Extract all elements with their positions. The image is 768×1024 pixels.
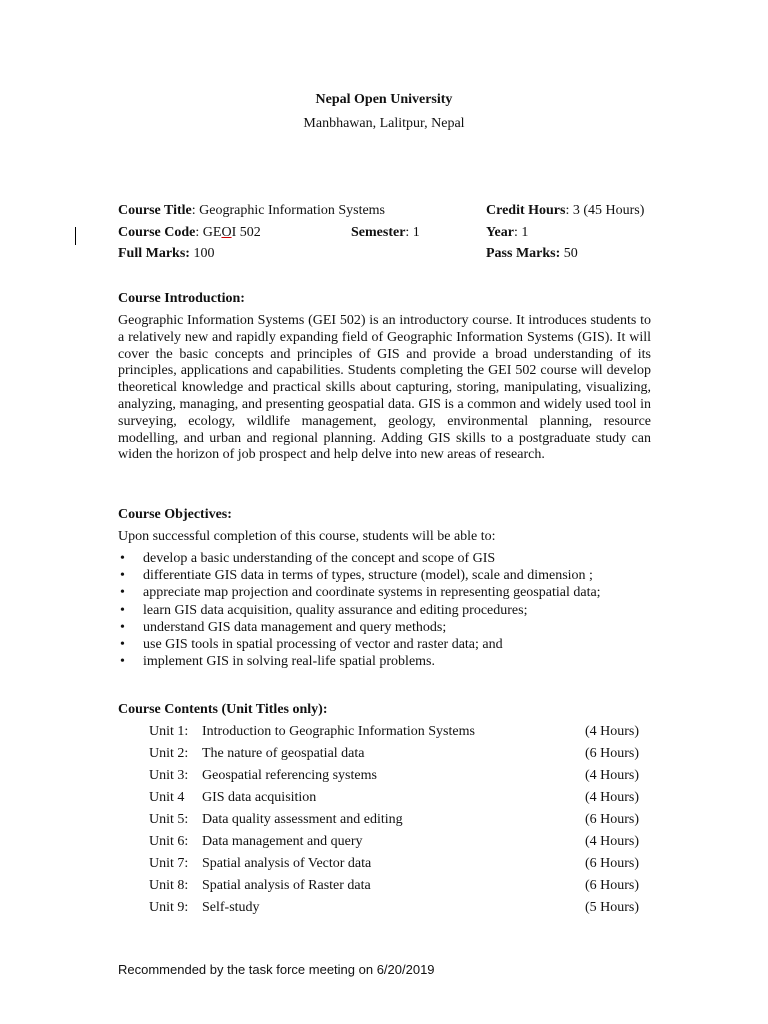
unit-title: The nature of geospatial data <box>202 746 365 761</box>
unit-number: Unit 6: <box>149 834 189 849</box>
year: Year: 1 <box>486 225 529 240</box>
list-item: • implement GIS in solving real-life spatial problems. <box>118 653 601 670</box>
unit-number: Unit 9: <box>149 900 189 915</box>
objectives-heading: Course Objectives: <box>118 507 232 522</box>
unit-row <box>149 724 649 744</box>
unit-row <box>149 768 649 788</box>
unit-row <box>149 790 649 810</box>
pass-marks: Pass Marks: 50 <box>486 246 578 261</box>
unit-number: Unit 1: <box>149 724 189 739</box>
unit-hours: (4 Hours) <box>585 790 640 805</box>
university-name: Nepal Open University <box>315 92 453 107</box>
unit-row <box>149 900 649 920</box>
unit-number: Unit 7: <box>149 856 189 871</box>
credit-hours: Credit Hours: 3 (45 Hours) <box>486 203 645 218</box>
unit-hours: (6 Hours) <box>585 878 640 893</box>
unit-title: Spatial analysis of Vector data <box>202 856 372 871</box>
unit-number: Unit 2: <box>149 746 189 761</box>
contents-heading: Course Contents (Unit Titles only): <box>118 702 328 717</box>
unit-hours: (5 Hours) <box>585 900 640 915</box>
unit-title: Data quality assessment and editing <box>202 812 403 827</box>
unit-title: GIS data acquisition <box>202 790 317 805</box>
list-item: • appreciate map projection and coordinate systems in representing geospatial data; <box>118 584 601 601</box>
footer-note: Recommended by the task force meeting on 6/20/2019 <box>118 962 435 977</box>
list-item: • differentiate GIS data in terms of types, structure (model), scale and dimension ; <box>118 567 601 584</box>
unit-hours: (6 Hours) <box>585 856 640 871</box>
spellcheck-mark: O <box>221 225 232 240</box>
full-marks: Full Marks: 100 <box>118 246 215 261</box>
unit-number: Unit 3: <box>149 768 189 783</box>
list-item: • use GIS tools in spatial processing of vector and raster data; and <box>118 636 601 653</box>
introduction-text: Geographic Information Systems (GEI 502) is an introductory course. It introduces students to a relatively new and rapidly expanding field of Geographic Information Systems (GIS). It will cover the basic concepts and principles of GIS and provide a broad understanding of its principles, applications and capabilities. Students completing the GEI 502 course will develop theoretical knowledge and practical skills about capturing, storing, manipulating, visualizing, analyzing, managing, and presenting geospatial data. GIS is a common and widely used tool in surveying, ecology, wildlife management, geology, environmental planning, resource modelling, and urban and regional planning. Adding GIS skills to a postgraduate study can widen the horizon of job prospect and help delve into new areas of research. <box>118 313 651 463</box>
unit-title: Self-study <box>202 900 260 915</box>
unit-number: Unit 4 <box>149 790 185 805</box>
objectives-intro: Upon successful completion of this course, students will be able to: <box>118 529 496 544</box>
unit-title: Introduction to Geographic Information Systems <box>202 724 475 739</box>
introduction-heading: Course Introduction: <box>118 291 245 306</box>
unit-row <box>149 834 649 854</box>
semester: Semester: 1 <box>351 225 420 240</box>
course-code: Course Code: GEOI 502 <box>118 225 261 240</box>
unit-number: Unit 5: <box>149 812 189 827</box>
unit-hours: (4 Hours) <box>585 768 640 783</box>
university-address: Manbhawan, Lalitpur, Nepal <box>303 116 465 131</box>
unit-number: Unit 8: <box>149 878 189 893</box>
unit-title: Geospatial referencing systems <box>202 768 377 783</box>
course-title: Course Title: Geographic Information Systems <box>118 203 386 218</box>
unit-row <box>149 878 649 898</box>
unit-row <box>149 746 649 766</box>
unit-row <box>149 812 649 832</box>
unit-title: Data management and query <box>202 834 363 849</box>
unit-hours: (4 Hours) <box>585 724 640 739</box>
objectives-list <box>118 550 601 670</box>
text-cursor <box>75 227 76 245</box>
unit-hours: (6 Hours) <box>585 746 640 761</box>
list-item: • develop a basic understanding of the concept and scope of GIS <box>118 550 601 567</box>
unit-title: Spatial analysis of Raster data <box>202 878 371 893</box>
unit-row <box>149 856 649 876</box>
unit-hours: (6 Hours) <box>585 812 640 827</box>
list-item: • learn GIS data acquisition, quality assurance and editing procedures; <box>118 602 601 619</box>
list-item: • understand GIS data management and query methods; <box>118 619 601 636</box>
unit-hours: (4 Hours) <box>585 834 640 849</box>
